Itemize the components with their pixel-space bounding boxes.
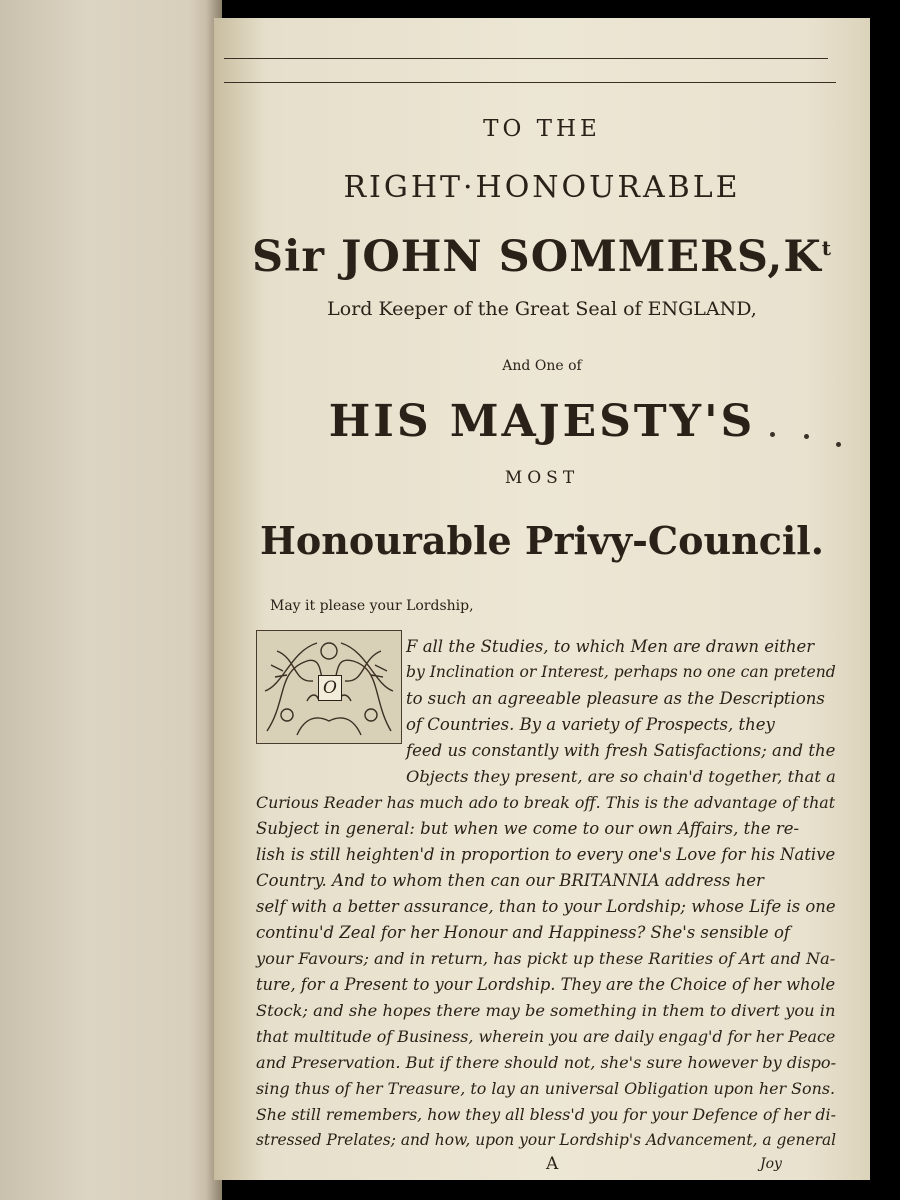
dedication-line-to-the: TO THE (483, 116, 601, 142)
letter-line: Stock; and she hopes there may be something in them to divert you in (256, 1001, 836, 1020)
letter-line: continu'd Zeal for her Honour and Happiness? She's sensible of (256, 923, 790, 942)
letter-line: that multitude of Business, wherein you are daily engag'd for her Peace (256, 1027, 836, 1046)
dedication-line-privy-council: Honourable Privy-Council. (260, 518, 824, 563)
catchword: Joy (760, 1156, 782, 1172)
letter-line: and Preservation. But if there should not, she's sure however by dispo- (256, 1053, 837, 1072)
letter-line: to such an agreeable pleasure as the Descriptions (406, 689, 825, 708)
letter-line: ture, for a Present to your Lordship. They are the Choice of her whole (256, 975, 836, 994)
letter-line: by Inclination or Interest, perhaps no one can pretend (406, 663, 836, 681)
decorated-initial (256, 630, 402, 744)
dedication-line-and-one-of: And One of (502, 358, 582, 374)
initial-letter: O (318, 675, 342, 701)
letter-line: Country. And to whom then can our BRITANNIA address her (256, 871, 764, 890)
dedication-page (214, 18, 870, 1180)
letter-line: stressed Prelates; and how, upon your Lordship's Advancement, a general (256, 1131, 837, 1149)
letter-line: feed us constantly with fresh Satisfactions; and the (406, 741, 836, 760)
signature-mark: A (546, 1154, 559, 1174)
dedicatee-name (214, 232, 870, 282)
letter-line: lish is still heighten'd in proportion to every one's Love for his Native (256, 845, 836, 864)
dedication-line-majesty: HIS MAJESTY'S (328, 396, 756, 447)
letter-line: F all the Studies, to which Men are drawn either (406, 637, 815, 656)
dedication-line-most: MOST (504, 468, 580, 488)
letter-line: Curious Reader has much ado to break off. This is the advantage of that (256, 793, 836, 812)
letter-line: Subject in general: but when we come to our own Affairs, the re- (256, 819, 800, 838)
dedicatee-name-text: Sir JOHN SOMMERS,K (251, 232, 822, 282)
salutation: May it please your Lordship, (270, 598, 474, 614)
letter-line: Objects they present, are so chain'd together, that a (406, 767, 836, 786)
letter-line: your Favours; and in return, has pickt up these Rarities of Art and Na- (256, 949, 836, 968)
letter-line: sing thus of her Treasure, to lay an universal Obligation upon her Sons. (256, 1079, 836, 1098)
letter-line: self with a better assurance, than to your Lordship; whose Life is one (256, 897, 836, 916)
dedicatee-office: Lord Keeper of the Great Seal of ENGLAND, (327, 298, 757, 320)
knight-abbreviation-suffix: t (821, 236, 833, 260)
letter-line: of Countries. By a variety of Prospects, they (406, 715, 775, 734)
top-rule (224, 58, 828, 59)
second-rule (224, 82, 836, 83)
dedication-line-right-honourable: RIGHT·HONOURABLE (343, 170, 741, 205)
facing-blank-page (0, 0, 222, 1200)
letter-line: She still remembers, how they all bless'd you for your Defence of her di- (256, 1105, 836, 1124)
